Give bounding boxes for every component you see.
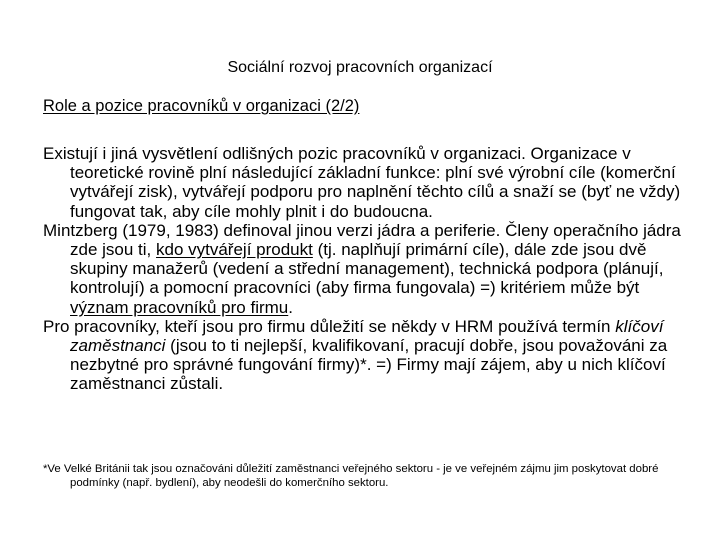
paragraph-text: Pro pracovníky, kteří jsou pro firmu důležití se někdy v HRM používá termín — [43, 316, 616, 336]
underlined-phrase: význam pracovníků pro firmu — [70, 297, 289, 317]
paragraph-key-employees — [43, 317, 693, 394]
underlined-phrase: kdo vytvářejí produkt — [156, 240, 313, 260]
paragraph-text: . — [288, 297, 293, 317]
paragraph-mintzberg — [43, 221, 693, 317]
paragraph-text: (tj. naplňují primární cíle), dále zde jsou dvě skupiny manažerů (vedení a střední management), technická podpora (plánují, kontrolují) a pomocní pracovníci (aby firma fungovala) =) kritériem může být — [70, 240, 664, 298]
footnote: *Ve Velké Británii tak jsou označováni důležití zaměstnanci veřejného sektoru - je ve veřejném zájmu jim poskytovat dobré podmínky (např. bydlení), aby neodešli do komerčního sektoru. — [43, 463, 659, 489]
paragraph-text: Existují i jiná vysvětlení odlišných pozic pracovníků v organizaci. Organizace v teoretické rovině plní následující základní funkce: plní své výrobní cíle (komerční vytvářejí zisk), vytvářejí podporu pro naplnění těchto cílů a snaží se (byť ne vždy) fungovat tak, aby cíle mohly plnit i do budoucna. — [43, 144, 681, 221]
section-heading: Role a pozice pracovníků v organizaci (2/2) — [43, 97, 360, 115]
slide-title: Sociální rozvoj pracovních organizací — [227, 59, 493, 76]
italic-term: klíčoví zaměstnanci — [70, 316, 664, 356]
paragraph-text: Mintzberg (1979, 1983) definoval jinou verzi jádra a periferie. Členy operačního jádra zde jsou ti, — [43, 220, 681, 260]
paragraph-explanations — [43, 144, 693, 221]
body-text — [43, 144, 693, 394]
paragraph-text: (jsou to ti nejlepší, kvalifikovaní, pracují dobře, jsou považováni za nezbytné pro správné fungování firmy)*. =) Firmy mají zájem, aby u nich klíčoví zaměstnanci zůstali. — [70, 336, 668, 394]
